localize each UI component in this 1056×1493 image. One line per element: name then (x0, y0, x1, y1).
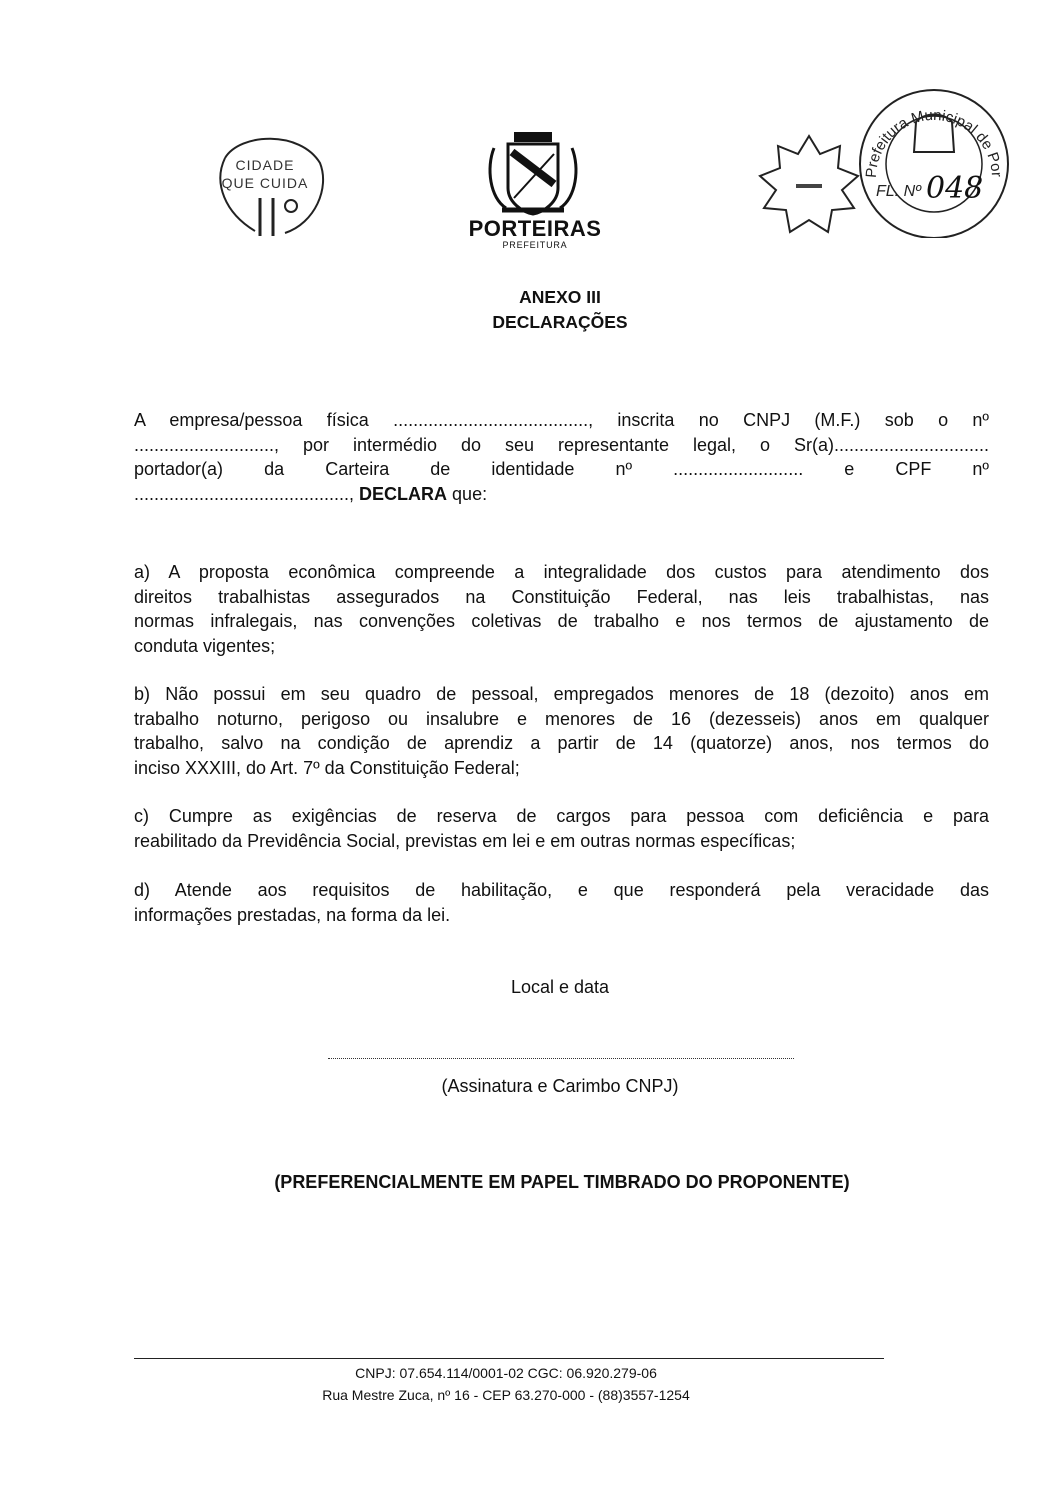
brand-subtitle: PREFEITURA (502, 240, 568, 250)
signature-label: (Assinatura e Carimbo CNPJ) (441, 1076, 679, 1096)
item-b-line: b) Não possui em seu quadro de pessoal, empregados menores de 18 (dezoito) anos em (134, 684, 989, 704)
title-line-1: ANEXO III (519, 287, 601, 307)
intro-end: que: (447, 483, 488, 504)
brand-name: PORTEIRAS (468, 216, 602, 241)
letterhead-note: (PREFERENCIALMENTE EM PAPEL TIMBRADO DO PROPONENTE) (274, 1172, 850, 1192)
item-d-line: informações prestadas, na forma da lei. (134, 904, 451, 925)
item-b-line: trabalho noturno, perigoso ou insalubre e menores de 16 (dezesseis) anos em qualquer (134, 708, 989, 729)
item-b-line: trabalho, salvo na condição de aprendiz a partir de 14 (quatorze) anos, nos termos do (134, 733, 989, 753)
intro-line: ............................, por intermédio do seu representante legal, o Sr(a)............................... (134, 434, 989, 455)
intro-dots: ..........................................., (134, 483, 360, 504)
signature-line (328, 1058, 794, 1059)
item-c-paragraph (134, 804, 989, 853)
item-a-line: normas infralegais, nas convenções coletivas de trabalho e nos termos de ajustamento de (134, 611, 989, 631)
fl-number: 048 (926, 171, 984, 206)
item-a-paragraph (134, 560, 989, 658)
footer-divider (134, 1358, 884, 1359)
item-c-line: reabilitado da Previdência Social, previstas em lei e em outras normas específicas; (134, 830, 796, 851)
page-title (0, 285, 1056, 335)
declara-word: DECLARA (359, 483, 448, 504)
svg-text:QUE CUIDA: QUE CUIDA (221, 175, 309, 191)
intro-paragraph (134, 408, 989, 506)
fl-label: FL. Nº (876, 183, 921, 200)
intro-line (134, 482, 989, 507)
intro-line: A empresa/pessoa física ......................................., inscrita no CNPJ (M.F.) sob o nº (134, 410, 989, 430)
title-line-2: DECLARAÇÕES (492, 312, 628, 332)
intro-line: portador(a) da Carteira de identidade nº .......................... e CPF nº (134, 459, 989, 479)
footer (0, 1362, 1012, 1406)
svg-text:CIDADE: CIDADE (235, 157, 295, 173)
round-stamp-text: Prefeitura Municipal de Por (862, 106, 1006, 179)
item-b-paragraph (134, 682, 989, 780)
footer-address: Rua Mestre Zuca, nº 16 - CEP 63.270-000 - (88)3557-1254 (322, 1387, 690, 1403)
item-d-line: d) Atende aos requisitos de habilitação, e que responderá pela veracidade das (134, 880, 989, 900)
item-a-line: conduta vigentes; (134, 635, 276, 656)
cidade-que-cuida-stamp (205, 128, 330, 240)
item-c-line: c) Cumpre as exigências de reserva de cargos para pessoa com deficiência e para (134, 806, 989, 826)
item-a-line: direitos trabalhistas assegurados na Constituição Federal, nas leis trabalhistas, nas (134, 586, 989, 607)
item-d-paragraph (134, 878, 989, 927)
brand-block (440, 216, 630, 250)
footer-cnpj: CNPJ: 07.654.114/0001-02 CGC: 06.920.279-06 (355, 1365, 657, 1381)
prefeitura-round-stamp (846, 82, 1014, 238)
place-date-label: Local e data (510, 977, 610, 997)
item-a-line: a) A proposta econômica compreende a integralidade dos custos para atendimento dos (134, 562, 989, 582)
item-b-line: inciso XXXIII, do Art. 7º da Constituição Federal; (134, 757, 520, 778)
porteiras-crest-logo (484, 128, 582, 220)
svg-text:Prefeitura Municipal de Portei (846, 82, 1005, 178)
